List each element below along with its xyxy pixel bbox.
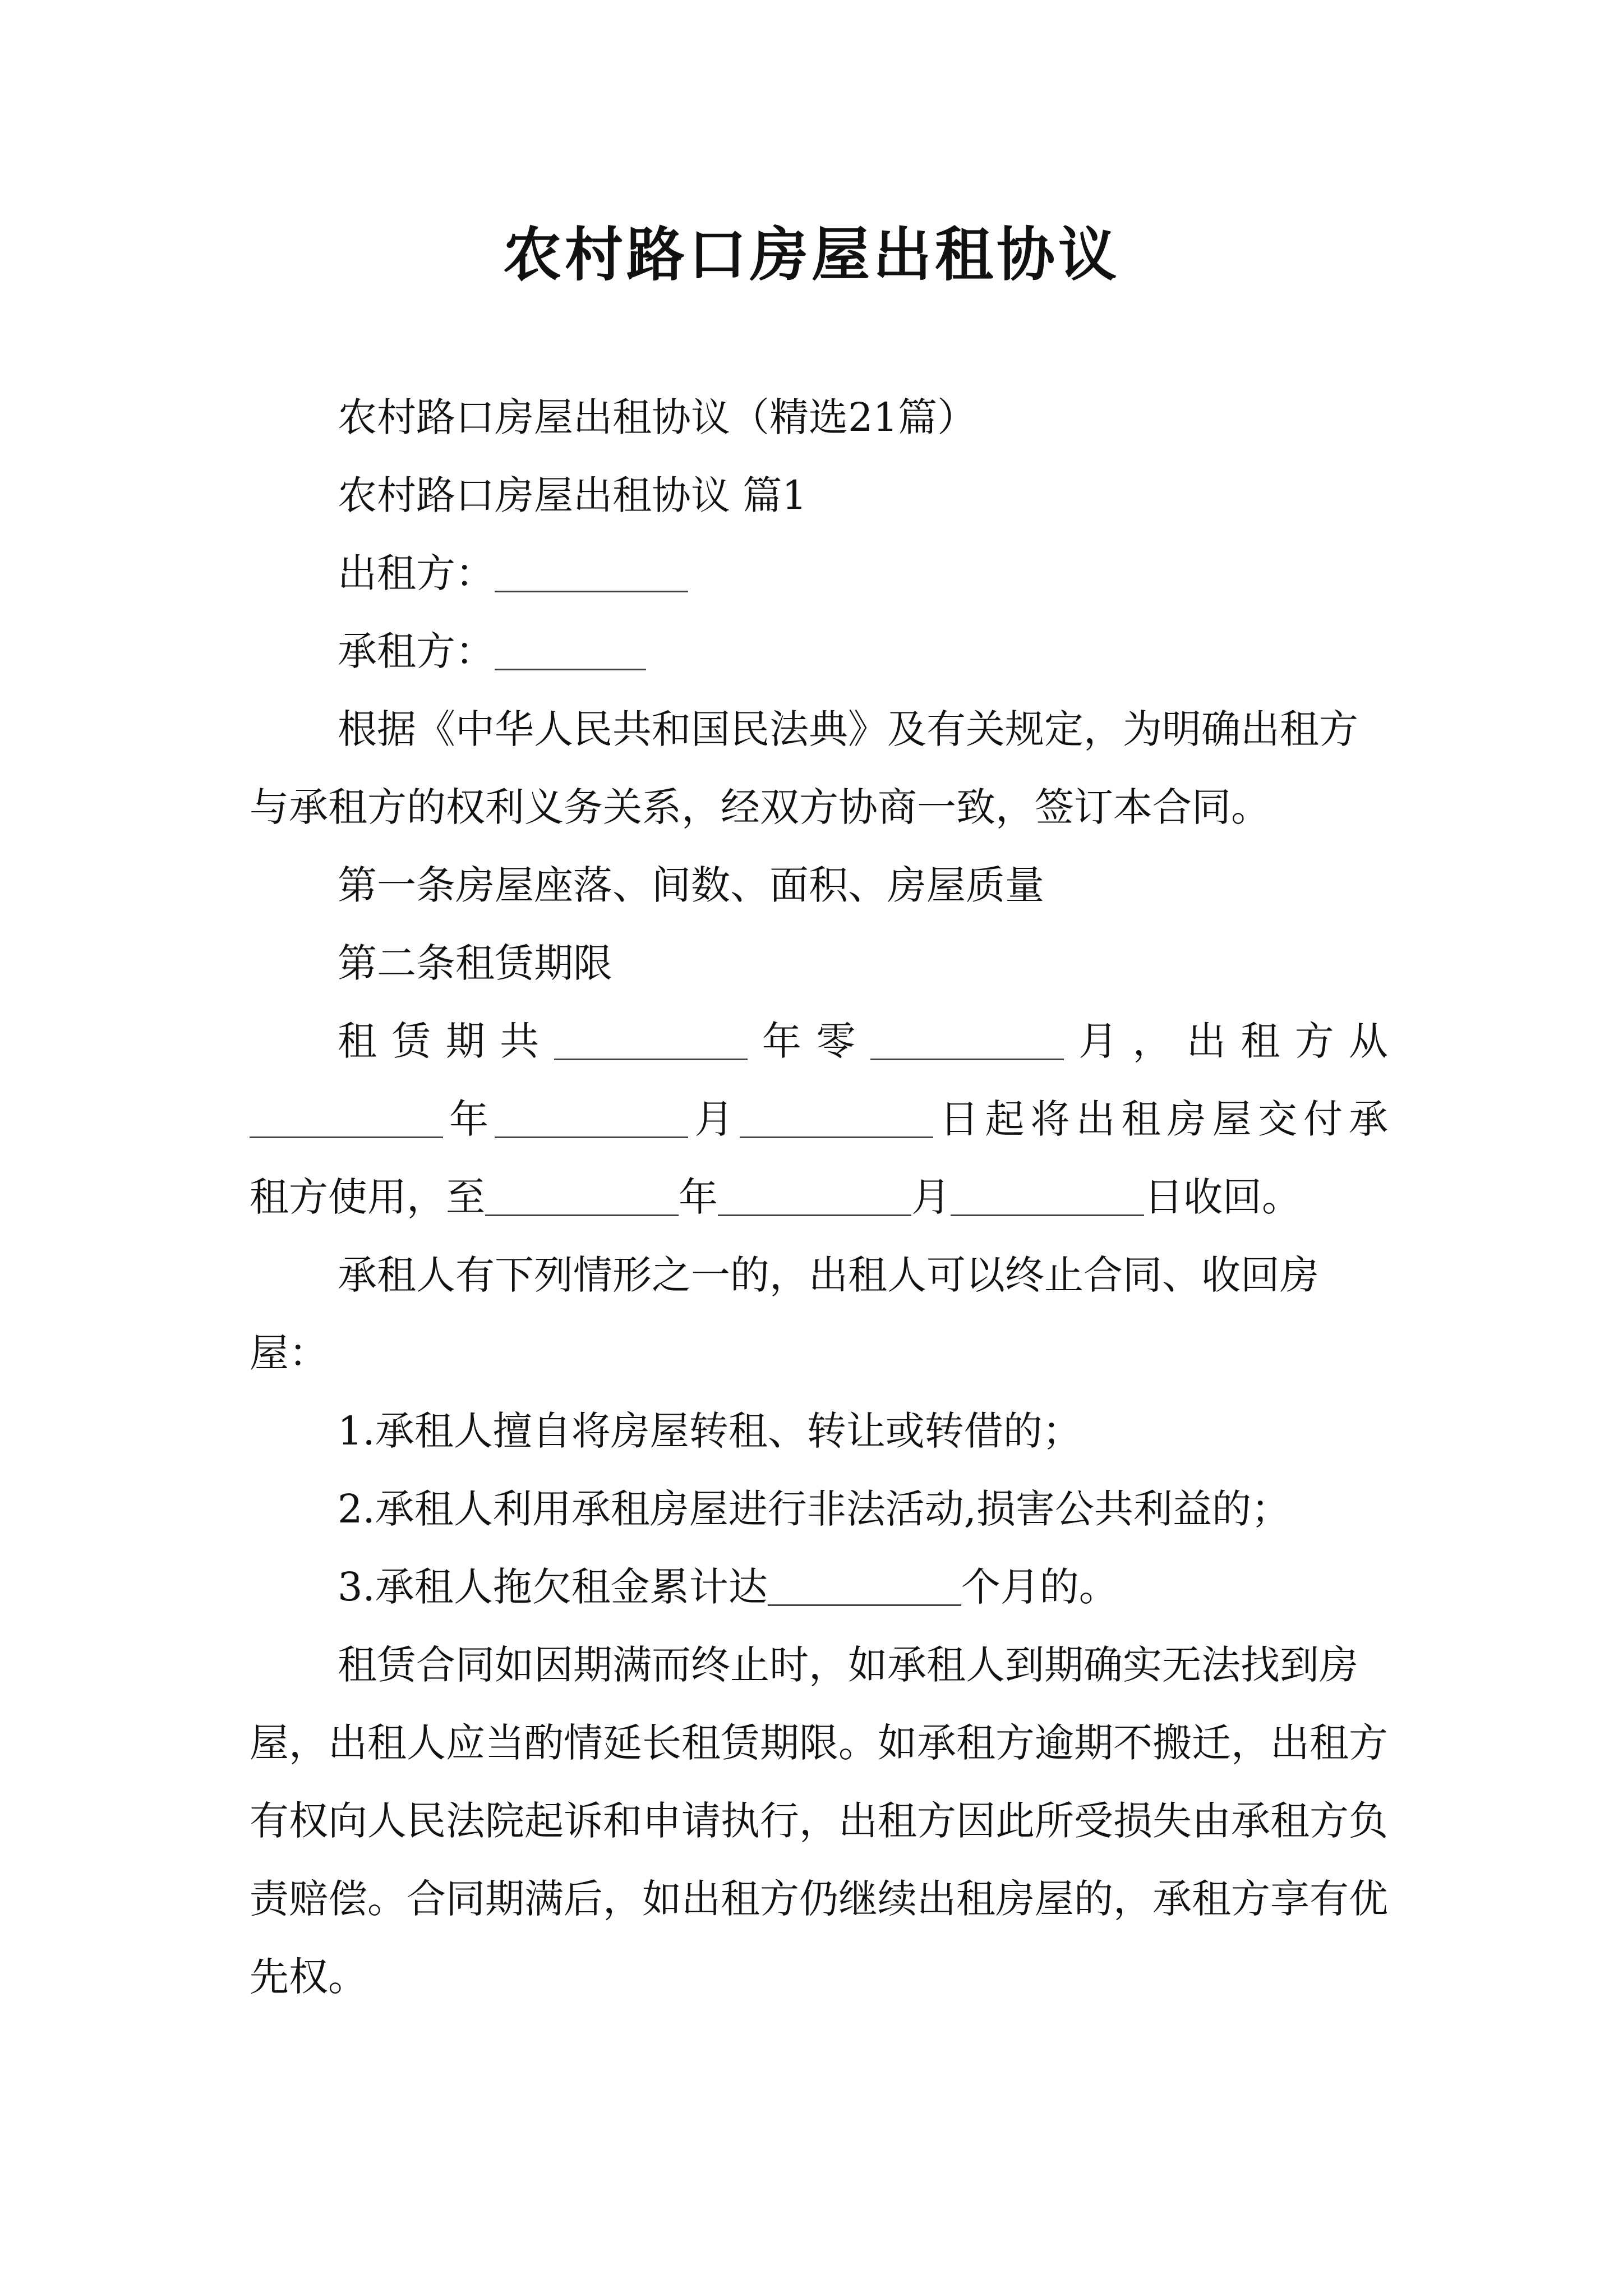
blank-years [554,1058,748,1060]
lease-term-line-1 [250,1002,1388,1080]
blank-end-year [485,1214,679,1216]
blank-start-day [740,1136,933,1138]
lease-term-text: 月，出租方从 [1063,1018,1389,1064]
blank-arrears-months [768,1604,961,1606]
lessor-blank [495,590,688,592]
lease-term-text: 年零 [747,1018,870,1064]
lease-term-text: 月 [688,1096,740,1142]
article-2: 第二条租赁期限 [338,940,612,986]
item3-text: 个月的。 [961,1564,1118,1610]
lessee-blank [495,668,646,670]
expiry-clause: 租赁合同如因期满而终止时，如承租人到期确实无法找到房屋，出租人应当酌情延长租赁期限。如承租方逾期不搬迁，出租方有权向人民法院起诉和申请执行，出租方因此所受损失由承租方负责赔偿。合同期满后，如出租方仍继续出租房屋的，承租方享有优先权。 [250,1642,1388,2000]
lease-term-text: 租方使用，至 [250,1174,485,1220]
lease-term-text: 日起将出租房屋交付承 [933,1096,1389,1142]
document-title: 农村路口房屋出租协议 [502,220,1120,289]
lease-term-text: 租赁期共 [338,1018,554,1064]
termination-item-1: 1.承租人擅自将房屋转租、转让或转借的； [338,1408,1082,1454]
blank-months [870,1058,1064,1060]
lease-term-text: 年 [679,1174,718,1220]
section-heading: 农村路口房屋出租协议 篇1 [338,472,807,518]
lessee-line [250,613,1388,691]
termination-item-2: 2.承租人利用承租房屋进行非法活动,损害公共利益的； [338,1486,1291,1532]
lease-term-line-3 [250,1158,1388,1236]
lease-term-text: 日收回。 [1144,1174,1301,1220]
termination-item-3 [250,1548,1388,1626]
blank-end-month [718,1214,911,1216]
lease-term-text: 年 [443,1096,495,1142]
lessee-label: 承租方： [338,628,495,674]
lessor-line [250,535,1388,613]
lessor-label: 出租方： [338,550,495,596]
article-1: 第一条房屋座落、间数、面积、房屋质量 [338,862,1044,908]
lease-term-text: 月 [911,1174,951,1220]
document-body [250,379,1388,2016]
subtitle: 农村路口房屋出租协议（精选21篇） [338,394,977,440]
item3-text: 3.承租人拖欠租金累计达 [338,1564,768,1610]
lease-term-line-2 [250,1080,1388,1158]
blank-end-day [951,1214,1144,1216]
preamble-paragraph: 根据《中华人民共和国民法典》及有关规定，为明确出租方与承租方的权利义务关系，经双方协商一致，签订本合同。 [250,706,1358,830]
blank-start-year [250,1136,443,1138]
blank-start-month [495,1136,688,1138]
termination-intro: 承租人有下列情形之一的，出租人可以终止合同、收回房屋： [250,1252,1319,1376]
